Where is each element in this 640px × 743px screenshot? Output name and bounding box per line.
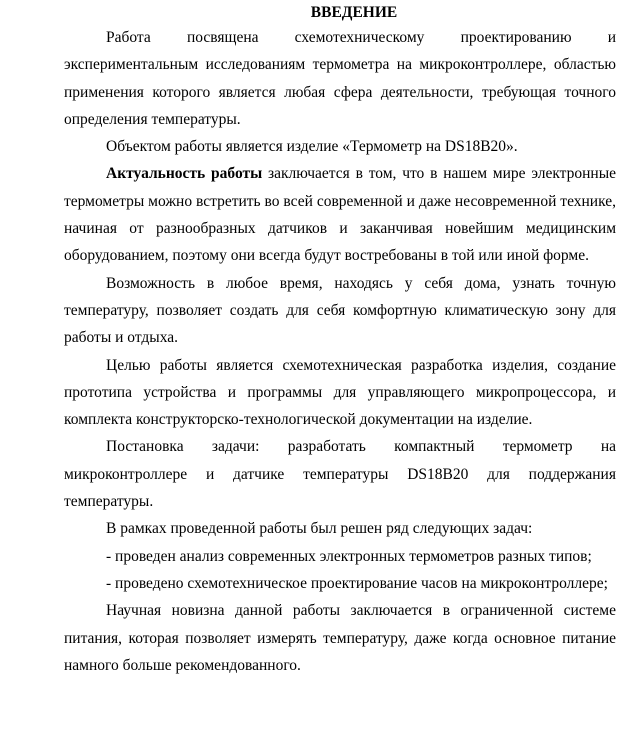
list-item-analysis: - проведен анализ современных электронных термометров разных типов; xyxy=(106,547,592,565)
paragraph-novelty: Научная новизна данной работы заключается в ограниченной системе питания, которая позволяет измерять температуру, даже когда основное питание намного больше рекомендованного. xyxy=(64,602,616,674)
paragraph-goal: Целью работы является схемотехническая разработка изделия, создание прототипа устройства и программы для управляющего микропроцессора, и комплекта конструкторско-технологической документации на изделие. xyxy=(64,356,616,429)
paragraph-tasks-intro: В рамках проведенной работы был решен ряд следующих задач: xyxy=(106,520,533,538)
paragraph-possibility: Возможность в любое время, находясь у себя дома, узнать точную температуру, позволяет создать для себя комфортную климатическую зону для работы и отдыха. xyxy=(64,274,616,347)
page-title: ВВЕДЕНИЕ xyxy=(310,4,398,21)
list-item-design: - проведено схемотехническое проектирование часов на микроконтроллере; xyxy=(106,574,608,592)
paragraph-relevance xyxy=(64,160,616,269)
relevance-text: заключается в том, что в нашем мире электронные термометры можно встретить во всей современной и даже несовременной технике, начиная от разнообразных датчиков и заканчивая новейшим медицинским оборудованием, поэтому они всегда будут востребованы в той или иной форме. xyxy=(64,165,616,265)
paragraph-intro: Работа посвящена схемотехническому проектированию и экспериментальным исследованиям термометра на микроконтроллере, областью применения которого является любая сфера деятельности, требующая точного определения температуры. xyxy=(64,29,616,128)
relevance-lead: Актуальность работы xyxy=(106,165,263,183)
paragraph-task: Постановка задачи: разработать компактный термометр на микроконтроллере и датчике температуры DS18B20 для поддержания температуры. xyxy=(64,438,616,511)
paragraph-object: Объектом работы является изделие «Термометр на DS18B20». xyxy=(106,138,518,156)
